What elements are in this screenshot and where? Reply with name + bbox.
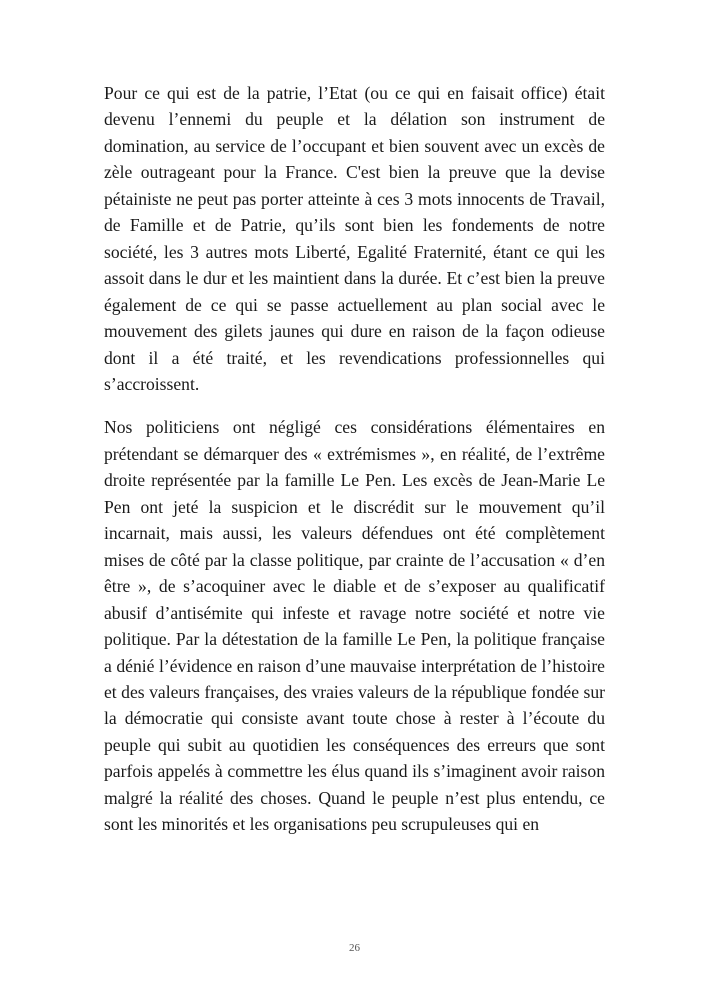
body-text bbox=[104, 80, 605, 838]
paragraph-patrie: Pour ce qui est de la patrie, l’Etat (ou ce qui en faisait office) était devenu l’ennemi du peuple et la délation son instrument de domination, au service de l’occupant et bien souvent avec un excès de zèle outrageant pour la France. C'est bien la preuve que la devise pétainiste ne peut pas porter atteinte à ces 3 mots innocents de Travail, de Famille et de Patrie, qu’ils sont bien les fondements de notre société, les 3 autres mots Liberté, Egalité Fraternité, étant ce qui les assoit dans le dur et les maintient dans la durée. Et c’est bien la preuve également de ce qui se passe actuellement au plan social avec le mouvement des gilets jaunes qui dure en raison de la façon odieuse dont il a été traité, et les revendications professionnelles qui s’accroissent. bbox=[104, 83, 605, 394]
paragraph-politiciens: Nos politiciens ont négligé ces considérations élémentaires en prétendant se démarquer des « extrémismes », en réalité, de l’extrême droite représentée par la famille Le Pen. Les excès de Jean-Marie Le Pen ont jeté la suspicion et le discrédit sur le mouvement qu’il incarnait, mais aussi, les valeurs défendues ont été complètement mises de côté par la classe politique, par crainte de l’accusation « d’en être », de s’acoquiner avec le diable et de s’exposer au qualificatif abusif d’antisémite qui infeste et ravage notre société et notre vie politique. Par la détestation de la famille Le Pen, la politique française a dénié l’évidence en raison d’une mauvaise interprétation de l’histoire et des valeurs françaises, des vraies valeurs de la république fondée sur la démocratie qui consiste avant toute chose à rester à l’écoute du peuple qui subit au quotidien les conséquences des erreurs que sont parfois appelés à commettre les élus quand ils s’imaginent avoir raison malgré la réalité des choses. Quand le peuple n’est plus entendu, ce sont les minorités et les organisations peu scrupuleuses qui en bbox=[104, 417, 605, 835]
page-number: 26 bbox=[349, 942, 360, 954]
